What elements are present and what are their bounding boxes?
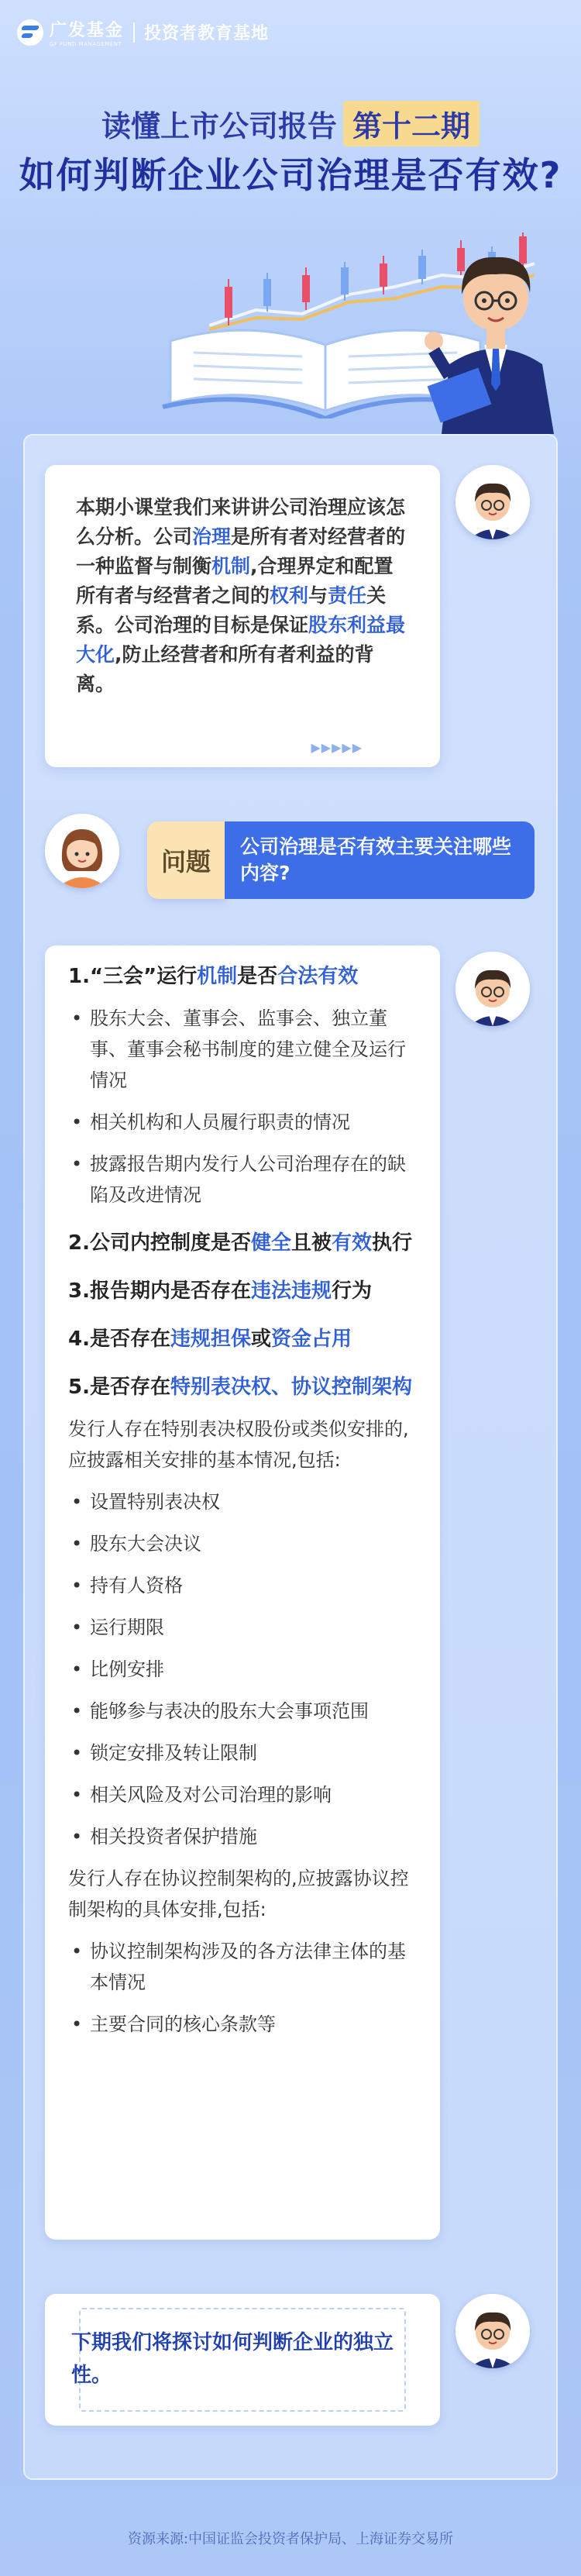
text-segment: 1.“三会”运行 <box>68 965 198 988</box>
list-item: • 相关投资者保护措施 <box>68 1821 421 1852</box>
keyword: 违法违规 <box>250 1279 332 1303</box>
top-bar <box>17 17 269 47</box>
student-avatar <box>45 814 119 888</box>
intro-segment: 是所有者对经营者的一种监督与制衡 <box>76 525 406 577</box>
student-face-icon <box>45 814 119 888</box>
intro-segment: ,合理界定和配置所有者与经营者之间的 <box>76 555 394 607</box>
teacher-face-icon <box>456 952 530 1026</box>
brand-name-en: GF FUND MANAGEMENT <box>50 41 122 47</box>
text-segment: 是否 <box>237 965 278 988</box>
brand-name: 广发基金 <box>50 21 125 40</box>
text-segment: 行为 <box>331 1279 372 1303</box>
paragraph: 发行人存在协议控制架构的,应披露协议控制架构的具体安排,包括: <box>68 1868 409 1920</box>
keyword-mechanism: 机制 <box>211 555 251 577</box>
divider <box>133 22 135 43</box>
answer-heading-4 <box>68 1324 421 1355</box>
list-item: • 协议控制架构涉及的各方法律主体的基本情况 <box>68 1936 421 1998</box>
brand-logo-icon <box>17 19 43 46</box>
text-segment: 3.报告期内是否存在 <box>68 1279 251 1303</box>
keyword-governance: 治理 <box>192 525 232 548</box>
keyword: 协议控制架构 <box>291 1376 413 1399</box>
keyword: 、 <box>270 1376 291 1399</box>
special-voting-list <box>68 1486 421 1852</box>
list-item: • 持有人资格 <box>68 1570 421 1601</box>
answer-heading-1 <box>68 961 421 992</box>
text-segment: 或 <box>250 1328 271 1351</box>
keyword: 机制 <box>197 965 238 988</box>
list-item: • 股东大会、董事会、监事会、独立董事、董事会秘书制度的建立健全及运行情况 <box>68 1003 421 1096</box>
list-item: • 披露报告期内发行人公司治理存在的缺陷及改进情况 <box>68 1149 421 1211</box>
arrow-dots-icon: ▶▶▶▶▶ <box>311 740 363 755</box>
source-footer: 资源来源:中国证监会投资者保护局、上海证券交易所 <box>127 2531 454 2547</box>
answer-heading-5 <box>68 1372 421 1403</box>
keyword: 特别表决权 <box>170 1376 271 1399</box>
list-item: • 运行期限 <box>68 1612 421 1643</box>
text-segment: 2.公司内控制度是否 <box>68 1231 251 1255</box>
paragraph: 发行人存在特别表决权股份或类似安排的,应披露相关安排的基本情况,包括: <box>68 1418 409 1471</box>
keyword: 有效 <box>332 1231 373 1255</box>
keyword: 违规担保 <box>170 1328 251 1351</box>
keyword-responsibility: 责任 <box>328 584 367 607</box>
question-label: 问题 <box>147 821 225 899</box>
teacher-avatar <box>456 465 530 539</box>
keyword-rights: 权利 <box>270 584 309 607</box>
keyword: 资金占用 <box>271 1328 352 1351</box>
brand-logo <box>50 17 124 47</box>
answer-heading-3 <box>68 1276 421 1307</box>
intro-card <box>45 465 440 767</box>
hero-illustration <box>116 209 573 434</box>
list-item: • 股东大会决议 <box>68 1528 421 1559</box>
intro-segment: 与 <box>308 584 328 607</box>
teacher-avatar <box>456 2294 530 2368</box>
text-segment: 执行 <box>372 1231 413 1255</box>
text-segment: 5.是否存在 <box>68 1376 170 1399</box>
keyword: 健全 <box>250 1231 291 1255</box>
keyword-shareholder-interest: 股东利益最大化 <box>76 614 406 666</box>
list-item: • 设置特别表决权 <box>68 1486 421 1517</box>
text-segment: 4.是否存在 <box>68 1328 170 1351</box>
intro-segment: 本期小课堂我们来讲讲公司治理应该怎么分析。公司 <box>76 496 406 548</box>
intro-segment: 关系。公司治理的目标是保证 <box>76 584 387 636</box>
next-issue-text: 下期我们将探讨如何判断企业的独立性。 <box>71 2331 394 2387</box>
issue-badge: 第十二期 <box>343 101 480 146</box>
list-item: • 比例安排 <box>68 1654 421 1685</box>
list-item: • 锁定安排及转让限制 <box>68 1737 421 1768</box>
teacher-face-icon <box>456 465 530 539</box>
keyword: 合法有效 <box>277 965 359 988</box>
list-item: • 能够参与表决的股东大会事项范围 <box>68 1696 421 1727</box>
list-item: • 相关机构和人员履行职责的情况 <box>68 1107 421 1138</box>
intro-text <box>76 493 409 699</box>
teacher-avatar <box>456 952 530 1026</box>
answer-heading-2 <box>68 1228 421 1259</box>
list-item: • 相关风险及对公司治理的影响 <box>68 1779 421 1810</box>
list-item: • 主要合同的核心条款等 <box>68 2009 421 2040</box>
series-title-text: 读懂上市公司报告 <box>101 109 337 143</box>
question-text: 公司治理是否有效主要关注哪些内容? <box>225 821 535 899</box>
teacher-illustration-icon <box>418 209 573 434</box>
tagline: 投资者教育基地 <box>144 24 270 43</box>
page-title: 如何判断企业公司治理是否有效? <box>19 154 562 196</box>
answer-card <box>45 945 440 2240</box>
text-segment: 且被 <box>290 1231 332 1255</box>
series-title <box>0 101 581 146</box>
intro-segment: ,防止经营者和所有者利益的背离。 <box>76 643 374 695</box>
next-issue-card <box>45 2294 440 2426</box>
teacher-face-icon <box>456 2294 530 2368</box>
